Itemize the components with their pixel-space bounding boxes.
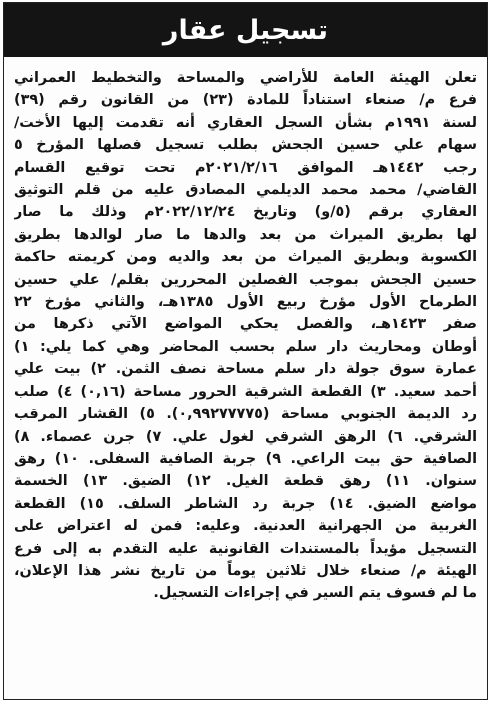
property-registration-notice	[3, 2, 488, 700]
notice-line: الغربية من الجهرانية العدنية. وعليه: فمن له اعتراض على	[14, 518, 477, 535]
notice-line: فرع م/ صنعاء استناداً للمادة (٢٣) من القانون رقم (٣٩)	[14, 92, 477, 109]
notice-line: القاضي/ محمد محمد الديلمي المصادق عليه من قلم التوثيق	[14, 182, 477, 199]
notice-line: مواضع الضيق. ١٤) جربة رد الشاطر السلف. ١٥) القطعة	[14, 495, 477, 512]
notice-line: الطرماح الأول مؤرخ ربيع الأول ١٣٨٥هـ، والثاني مؤرخ ٢٢	[14, 294, 477, 311]
notice-line: رد الديمة الجنوبي مساحة (٠,٩٩٢٧٧٧٧٥). ٥) القشار المرقب	[14, 406, 477, 423]
notice-line: أحمد سعيد. ٣) القطعة الشرقية الحرور مساحة (٠,١٦) ٤) صلب	[14, 383, 477, 400]
notice-line: ما لم فسوف يتم السير في إجراءات التسجيل.	[153, 585, 477, 602]
notice-line: الكسوبة وبطريق الميراث من بعد والديه ومن كريمته حاكمة	[14, 249, 477, 266]
notice-line: عمارة سوق جولة دار سلم مساحة نصف الثمن. ٢) بيت علي	[14, 361, 477, 378]
notice-body	[14, 67, 477, 605]
notice-line: التسجيل مؤيداً بالمستندات القانونية عليه التقدم به إلى فرع	[14, 540, 477, 557]
notice-line: أوطان ومحاريث دار سلم بحسب المحاضر وهي كما يلي: ١)	[14, 338, 477, 355]
notice-line: العقاري برقم (٥/و) وتاريخ ٢٠٢٢/١٢/٢٤م وذلك ما صار	[14, 204, 477, 221]
notice-line: صفر ١٤٢٣هـ، والفصل يحكي المواضع الآتي ذكرها من	[14, 316, 477, 333]
notice-line: الهيئة م/ صنعاء خلال ثلاثين يوماً من تاريخ نشر هذا الإعلان،	[14, 562, 477, 579]
notice-line: لها بطريق الميراث من بعد والدها ما صار لوالدها بطريق	[14, 226, 477, 243]
notice-line: رجب ١٤٤٢هـ الموافق ٢٠٢١/٢/١٦م تحت توقيع القسام	[14, 159, 477, 176]
notice-line: تعلن الهيئة العامة للأراضي والمساحة والتخطيط العمراني	[14, 70, 477, 86]
notice-line: الصافية حق بيت الراعي. ٩) جربة الصافية السفلى. ١٠) رهق	[14, 450, 477, 467]
notice-header	[4, 3, 487, 57]
notice-line: لسنة ١٩٩١م بشأن السجل العقاري أنه تقدمت إليها الأخت/	[14, 114, 477, 131]
notice-line: حسين الجحش بموجب الفصلين المحررين بقلم/ علي حسين	[14, 271, 477, 288]
notice-line: سنوان. ١١) رهق قطعة الغيل. ١٢) الضيق. ١٣) الخسمة	[14, 473, 477, 490]
notice-line: الشرقي. ٦) الرهق الشرقي لغول علي. ٧) جرن عصماء. ٨)	[14, 428, 477, 445]
notice-title: تسجيل عقار	[162, 14, 329, 46]
notice-line: سهام علي حسين الجحش بطلب تسجيل فصلها المؤرخ ٥	[14, 137, 477, 154]
